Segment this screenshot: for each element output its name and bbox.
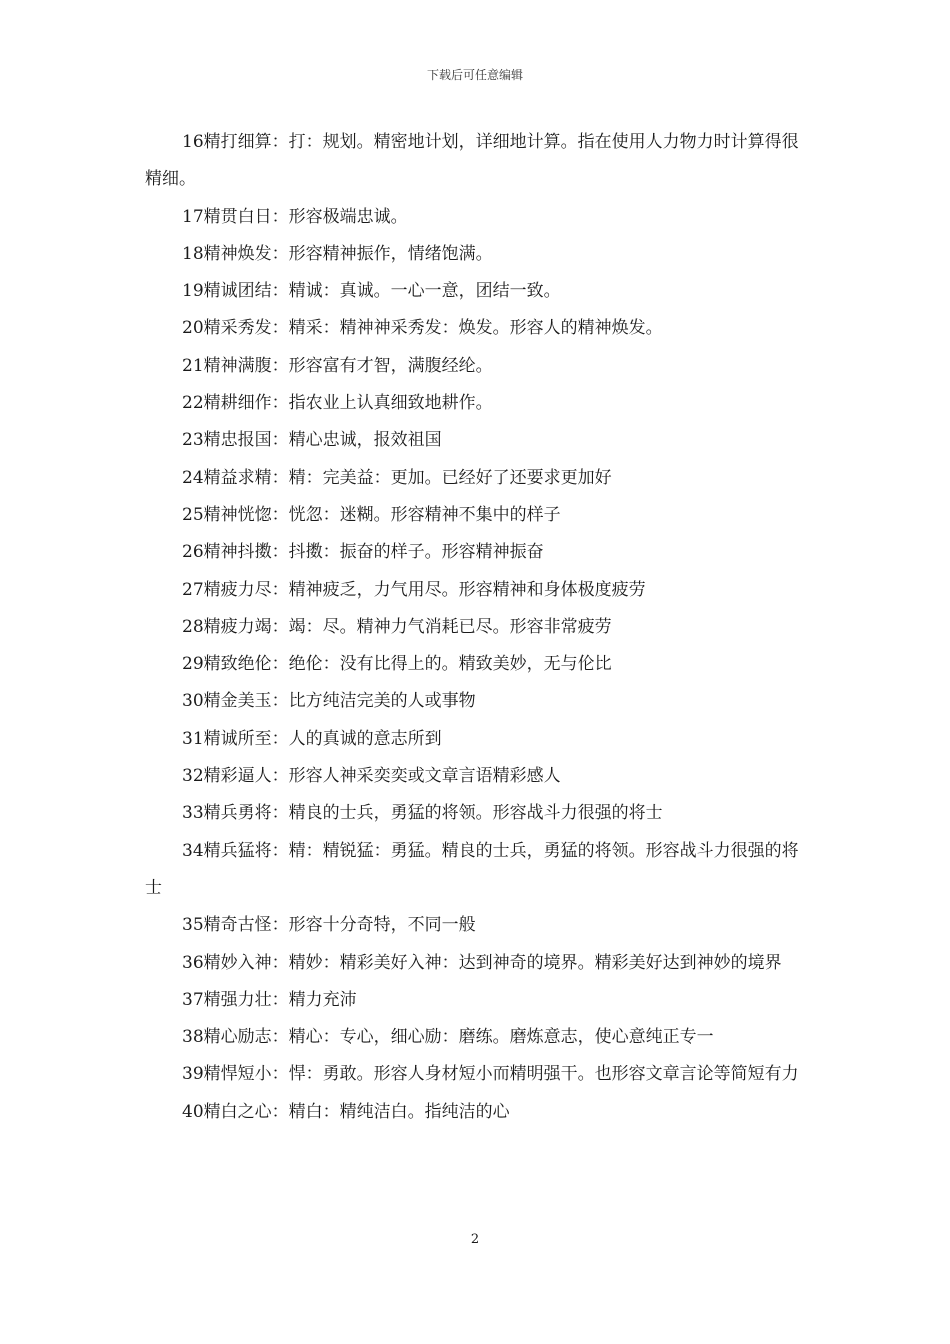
entry-28: 28精疲力竭：竭：尽。精神力气消耗已尽。形容非常疲劳 (182, 616, 612, 637)
entry-36: 36精妙入神：精妙：精彩美好入神：达到神奇的境界。精彩美好达到神妙的境界 (182, 952, 782, 973)
entry-40: 40精白之心：精白：精纯洁白。指纯洁的心 (182, 1101, 510, 1122)
entry-39: 39精悍短小：悍：勇敢。形容人身材短小而精明强干。也形容文章言论等简短有力 (182, 1064, 799, 1085)
entry-21: 21精神满腹：形容富有才智，满腹经纶。 (182, 355, 493, 376)
entry-37: 37精强力壮：精力充沛 (182, 989, 357, 1010)
entry-26: 26精神抖擞：抖擞：振奋的样子。形容精神振奋 (182, 542, 544, 563)
entry-16: 16精打细算：打：规划。精密地计划，详细地计算。指在使用人力物力时计算得很精细。 (145, 132, 799, 190)
entry-30: 30精金美玉：比方纯洁完美的人或事物 (182, 691, 476, 712)
entry-25: 25精神恍惚：恍忽：迷糊。形容精神不集中的样子 (182, 504, 561, 525)
entry-32: 32精彩逼人：形容人神采奕奕或文章言语精彩感人 (182, 766, 561, 787)
entry-22: 22精耕细作：指农业上认真细致地耕作。 (182, 393, 493, 414)
entry-33: 33精兵勇将：精良的士兵，勇猛的将领。形容战斗力很强的将士 (182, 803, 663, 824)
entry-19: 19精诚团结：精诚：真诚。一心一意，团结一致。 (182, 281, 561, 302)
page-header: 下载后可任意编辑 (426, 68, 523, 82)
entry-18: 18精神焕发：形容精神振作，情绪饱满。 (182, 243, 493, 264)
entry-31: 31精诚所至：人的真诚的意志所到 (182, 728, 442, 749)
entry-34: 34精兵猛将：精：精锐猛：勇猛。精良的士兵，勇猛的将领。形容战斗力很强的将士 (145, 840, 799, 898)
entry-24: 24精益求精：精：完美益：更加。已经好了还要求更加好 (182, 467, 612, 488)
entry-23: 23精忠报国：精心忠诚，报效祖国 (182, 430, 442, 451)
entry-29: 29精致绝伦：绝伦：没有比得上的。精致美妙，无与伦比 (182, 654, 612, 675)
entry-17: 17精贯白日：形容极端忠诚。 (182, 206, 408, 227)
entry-35: 35精奇古怪：形容十分奇特，不同一般 (182, 915, 476, 936)
document-body (145, 124, 807, 1131)
entry-38: 38精心励志：精心：专心，细心励：磨练。磨炼意志，使心意纯正专一 (182, 1027, 714, 1048)
entry-27: 27精疲力尽：精神疲乏，力气用尽。形容精神和身体极度疲劳 (182, 579, 646, 600)
entry-20: 20精采秀发：精采：精神神采秀发：焕发。形容人的精神焕发。 (182, 318, 663, 339)
page-number: 2 (470, 1232, 480, 1247)
